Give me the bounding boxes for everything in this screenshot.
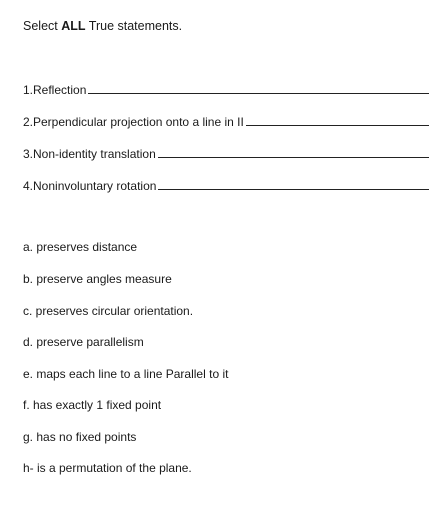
instruction-text <box>23 19 182 33</box>
instruction-emphasis: ALL <box>61 19 86 33</box>
option-b: b. preserve angles measure <box>23 272 172 286</box>
option-c: c. preserves circular orientation. <box>23 304 194 318</box>
option-g: g. has no fixed points <box>23 430 137 444</box>
statement-row-2 <box>23 113 429 129</box>
statement-row-3 <box>23 145 429 161</box>
statement-label: 1.Reflection <box>23 83 87 97</box>
instruction-suffix: True statements. <box>85 19 183 33</box>
option-e: e. maps each line to a line Parallel to it <box>23 367 229 381</box>
option-a: a. preserves distance <box>23 240 138 254</box>
answer-blank[interactable] <box>88 93 429 94</box>
statement-label: 3.Non-identity translation <box>23 147 156 161</box>
answer-blank[interactable] <box>158 189 429 190</box>
option-h: h- is a permutation of the plane. <box>23 461 192 475</box>
option-d: d. preserve parallelism <box>23 335 144 349</box>
instruction-prefix: Select <box>23 19 62 33</box>
option-f: f. has exactly 1 fixed point <box>23 398 162 412</box>
statement-row-1 <box>23 81 429 97</box>
statement-label: 2.Perpendicular projection onto a line in II <box>23 115 244 129</box>
statement-label: 4.Noninvoluntary rotation <box>23 179 157 193</box>
answer-blank[interactable] <box>158 157 429 158</box>
answer-blank[interactable] <box>246 125 429 126</box>
statement-row-4 <box>23 177 429 193</box>
